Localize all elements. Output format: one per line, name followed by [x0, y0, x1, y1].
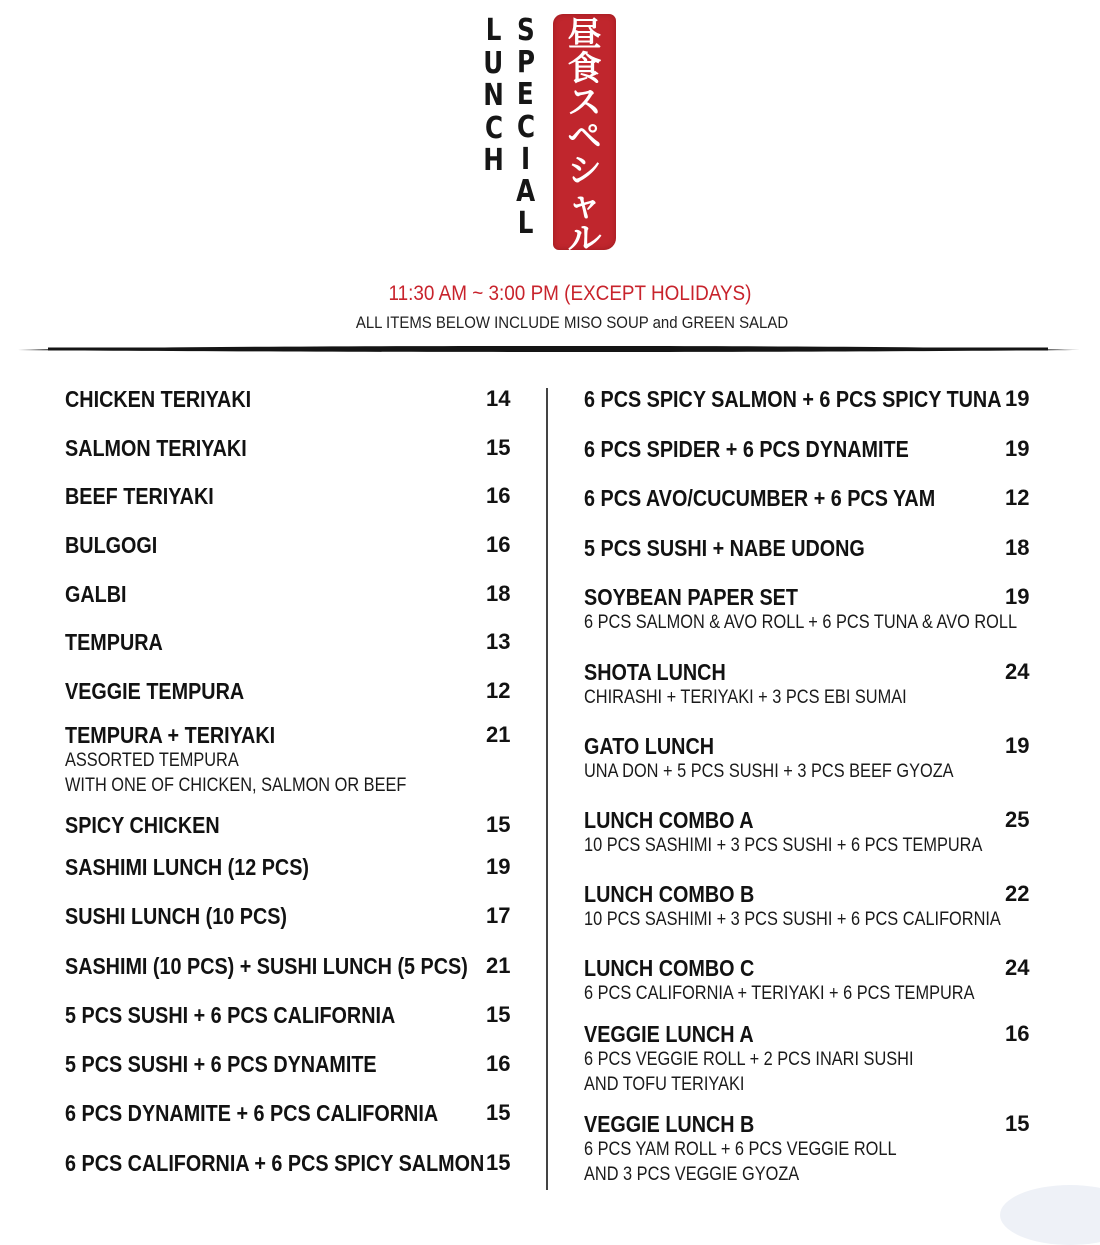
menu-item-name: SALMON TERIYAKI — [65, 435, 247, 461]
title-special-letter: C — [516, 109, 535, 145]
menu-item-name: VEGGIE LUNCH A — [584, 1021, 754, 1047]
title-lunch-letter: H — [483, 143, 504, 178]
menu-header — [0, 0, 1100, 340]
menu-item-name: SASHIMI (10 PCS) + SUSHI LUNCH (5 PCS) — [65, 953, 468, 979]
menu-item-price: 24 — [1005, 659, 1030, 684]
stamp-glyph: 食 — [567, 49, 602, 89]
menu-item-price: 12 — [1005, 485, 1030, 510]
menu-item-description: 10 PCS SASHIMI + 3 PCS SUSHI + 6 PCS CALIFORNIA — [584, 909, 1001, 930]
includes-note: ALL ITEMS BELOW INCLUDE MISO SOUP and GREEN SALAD — [355, 313, 789, 332]
menu-item-name: 6 PCS DYNAMITE + 6 PCS CALIFORNIA — [65, 1100, 439, 1126]
brush-stroke-divider — [18, 341, 1080, 357]
menu-item-price: 19 — [1005, 386, 1030, 411]
menu-item-name: 6 PCS AVO/CUCUMBER + 6 PCS YAM — [584, 485, 936, 511]
menu-item-price: 25 — [1005, 807, 1030, 832]
menu-item-name: GATO LUNCH — [584, 733, 715, 759]
menu-item-name: LUNCH COMBO C — [584, 955, 755, 981]
menu-item-description: AND 3 PCS VEGGIE GYOZA — [584, 1164, 800, 1185]
title-special — [514, 13, 537, 242]
menu-item-price: 15 — [486, 1150, 511, 1175]
menu-item-name: SPICY CHICKEN — [65, 812, 220, 838]
menu-item-price: 15 — [486, 1002, 511, 1027]
menu-item-price: 17 — [486, 903, 511, 928]
menu-item-name: BULGOGI — [65, 532, 158, 558]
menu-item-price: 16 — [486, 1051, 511, 1076]
menu-item-name: BEEF TERIYAKI — [65, 483, 214, 509]
menu-item-price: 16 — [1005, 1021, 1030, 1046]
menu-item-name: 5 PCS SUSHI + NABE UDONG — [584, 535, 865, 561]
title-lunch — [481, 13, 506, 179]
lunch-hours: 11:30 AM ~ 3:00 PM (EXCEPT HOLIDAYS) — [388, 282, 752, 305]
stamp-glyph: ル — [567, 219, 602, 259]
menu-item-name: CHICKEN TERIYAKI — [65, 386, 252, 412]
title-lunch-letter: N — [483, 78, 504, 113]
corner-decoration — [1000, 1185, 1100, 1245]
menu-item-name: SHOTA LUNCH — [584, 659, 726, 685]
menu-item-price: 24 — [1005, 955, 1030, 980]
stamp-glyph: シ — [567, 151, 602, 191]
menu-item-description: 6 PCS SALMON & AVO ROLL + 6 PCS TUNA & AVO ROLL — [584, 612, 1018, 633]
menu-item-price: 19 — [1005, 733, 1030, 758]
menu-item-name: 6 PCS CALIFORNIA + 6 PCS SPICY SALMON — [65, 1150, 485, 1176]
menu-item-price: 19 — [486, 854, 511, 879]
menu-item-description: 6 PCS VEGGIE ROLL + 2 PCS INARI SUSHI — [584, 1049, 914, 1070]
menu-item-name: LUNCH COMBO A — [584, 807, 754, 833]
menu-item-name: 6 PCS SPICY SALMON + 6 PCS SPICY TUNA — [584, 386, 1002, 412]
menu-item-name: VEGGIE TEMPURA — [65, 678, 245, 704]
title-special-letter: A — [516, 173, 536, 209]
menu-item-description: 6 PCS CALIFORNIA + TERIYAKI + 6 PCS TEMPURA — [584, 983, 975, 1004]
menu-item-price: 16 — [486, 483, 511, 508]
menu-item-name: 5 PCS SUSHI + 6 PCS CALIFORNIA — [65, 1002, 396, 1028]
menu-item-price: 16 — [486, 532, 511, 557]
menu-item-name: SOYBEAN PAPER SET — [584, 584, 798, 610]
stamp-glyph: ャ — [567, 185, 602, 225]
japanese-stamp-logo — [553, 14, 616, 259]
menu-item-price: 18 — [1005, 535, 1030, 560]
menu-item-price: 19 — [1005, 584, 1030, 609]
stamp-glyph: ペ — [567, 117, 602, 157]
menu-item-description: AND TOFU TERIYAKI — [584, 1074, 745, 1095]
menu-item-price: 15 — [1005, 1111, 1030, 1136]
menu-item-name: LUNCH COMBO B — [584, 881, 755, 907]
menu-item-description: UNA DON + 5 PCS SUSHI + 3 PCS BEEF GYOZA — [584, 761, 954, 782]
title-special-letter: L — [517, 206, 534, 242]
menu-item-description: WITH ONE OF CHICKEN, SALMON OR BEEF — [65, 775, 407, 796]
menu-item-name: TEMPURA — [65, 629, 163, 655]
title-special-letter: I — [521, 141, 531, 177]
menu-item-price: 13 — [486, 629, 511, 654]
menu-item-name: TEMPURA + TERIYAKI — [65, 722, 276, 748]
menu-item-description: 10 PCS SASHIMI + 3 PCS SUSHI + 6 PCS TEMPURA — [584, 835, 983, 856]
menu-item-name: SUSHI LUNCH (10 PCS) — [65, 903, 288, 929]
column-divider — [546, 388, 548, 1190]
menu-item-description: 6 PCS YAM ROLL + 6 PCS VEGGIE ROLL — [584, 1139, 897, 1160]
stamp-glyph: ス — [567, 83, 602, 123]
menu-item-name: 6 PCS SPIDER + 6 PCS DYNAMITE — [584, 436, 909, 462]
menu-item-price: 21 — [486, 722, 511, 747]
title-lunch-letter: L — [485, 13, 502, 48]
menu-item-price: 15 — [486, 1100, 511, 1125]
title-special-letter: S — [516, 13, 535, 48]
title-lunch-letter: C — [484, 110, 503, 146]
stamp-glyph: 昼 — [567, 15, 602, 55]
menu-item-price: 22 — [1005, 881, 1030, 906]
menu-item-description: CHIRASHI + TERIYAKI + 3 PCS EBI SUMAI — [584, 687, 907, 708]
menu-item-price: 14 — [486, 386, 511, 411]
menu-item-name: 5 PCS SUSHI + 6 PCS DYNAMITE — [65, 1051, 377, 1077]
menu-item-price: 15 — [486, 812, 511, 837]
title-lunch-letter: U — [483, 45, 504, 81]
menu-item-price: 15 — [486, 435, 511, 460]
menu-item-name: GALBI — [65, 581, 127, 607]
menu-item-name: VEGGIE LUNCH B — [584, 1111, 755, 1137]
menu-item-price: 18 — [486, 581, 511, 606]
menu-item-price: 12 — [486, 678, 511, 703]
menu-item-price: 21 — [486, 953, 511, 978]
title-special-letter: E — [517, 77, 535, 113]
menu-item-name: SASHIMI LUNCH (12 PCS) — [65, 854, 309, 880]
title-special-letter: P — [516, 45, 535, 81]
menu-item-price: 19 — [1005, 436, 1030, 461]
menu-item-description: ASSORTED TEMPURA — [65, 750, 239, 771]
